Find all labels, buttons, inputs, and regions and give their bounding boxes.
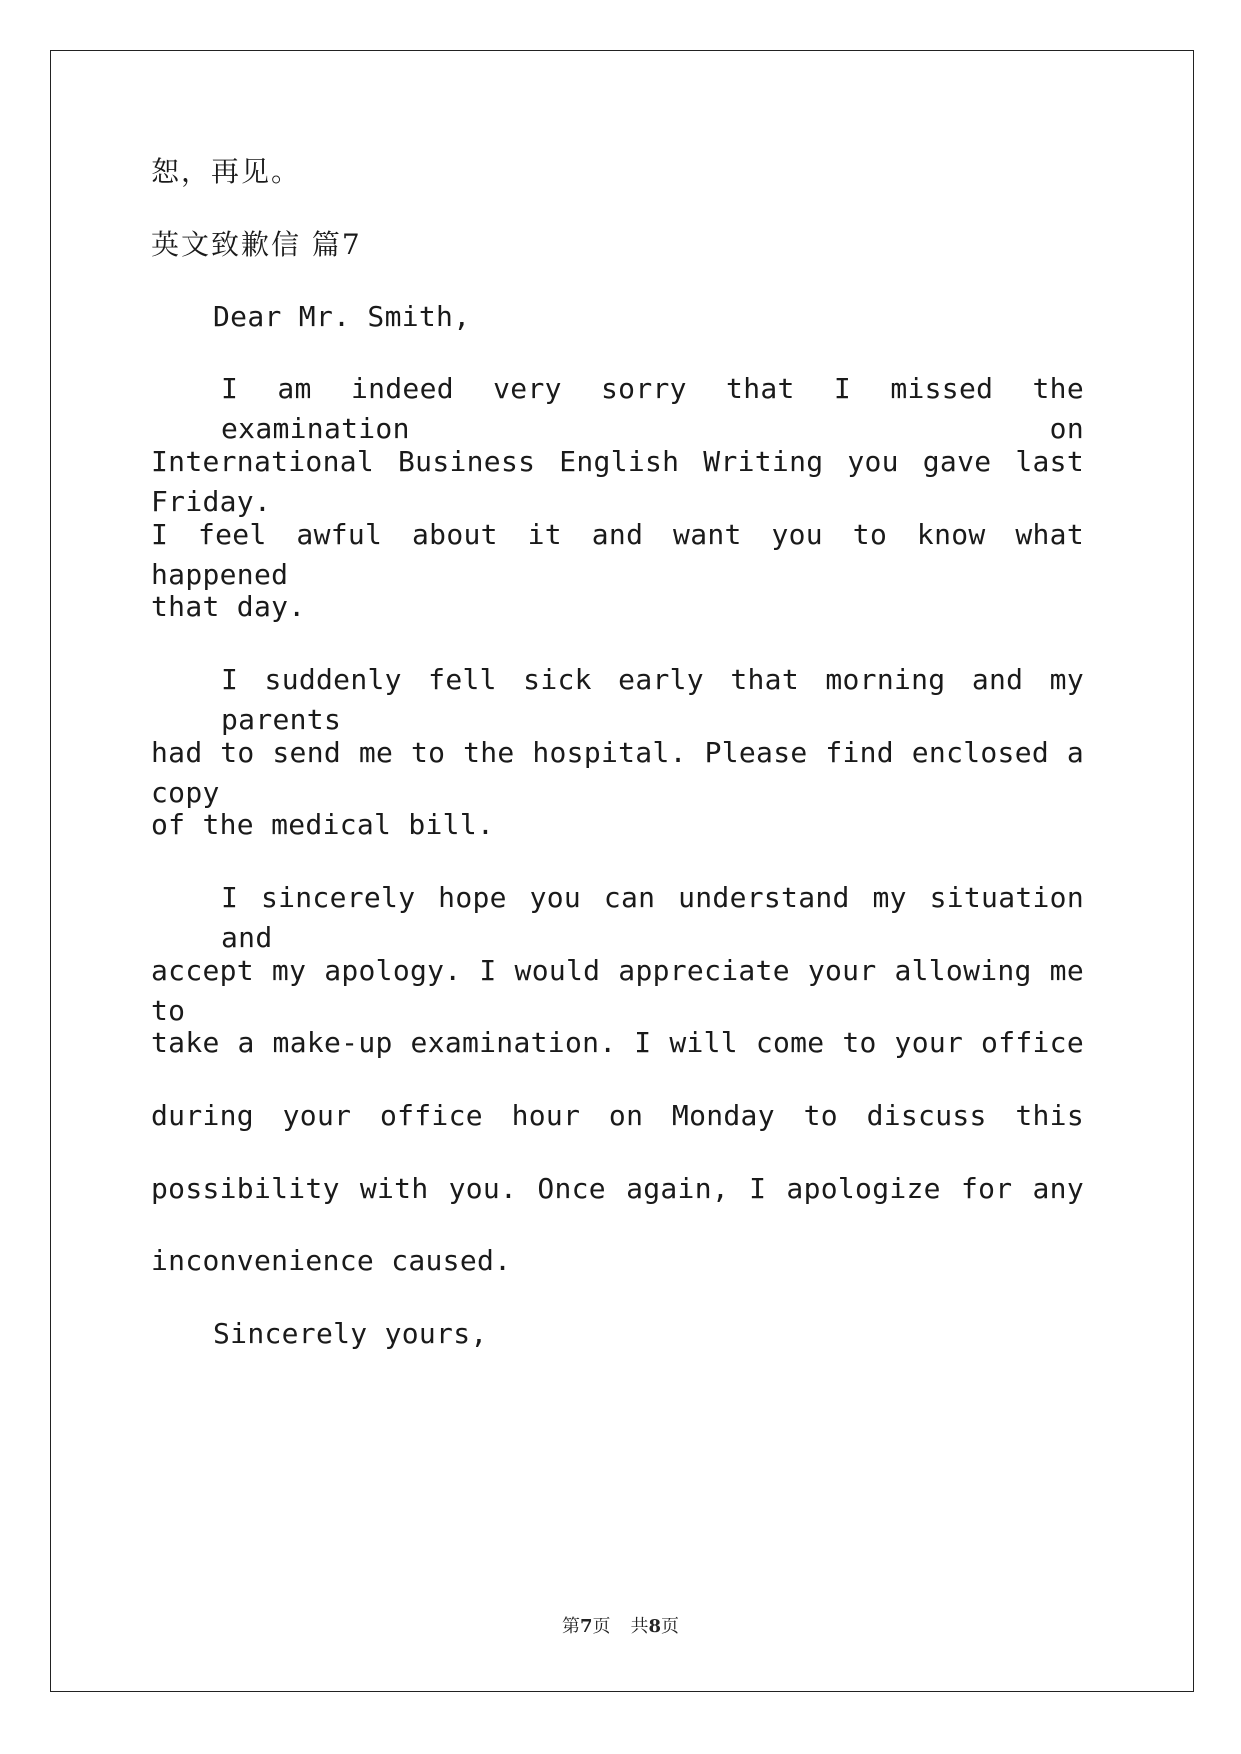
- paragraph-1-line-1: I am indeed very sorry that I missed the examination on: [221, 372, 1084, 445]
- paragraph-3-line-5: possibility with you. Once again, I apologize for any: [151, 1172, 1084, 1205]
- paragraph-3-line-1: I sincerely hope you can understand my situation and: [221, 881, 1084, 954]
- footer-total-pages: 8: [648, 1616, 662, 1637]
- paragraph-3-line-6: inconvenience caused.: [151, 1244, 512, 1277]
- salutation: Dear Mr. Smith,: [213, 300, 471, 333]
- paragraph-1-line-3: I feel awful about it and want you to know what happened: [151, 518, 1084, 591]
- paragraph-2-line-3: of the medical bill.: [151, 808, 495, 841]
- paragraph-3-line-4: during your office hour on Monday to discuss this: [151, 1099, 1084, 1132]
- footer-prefix: 第: [561, 1616, 580, 1637]
- footer-total-prefix: 共: [630, 1616, 649, 1637]
- footer-page-word: 页: [592, 1616, 611, 1637]
- page-footer: [0, 1612, 1241, 1638]
- footer-total-suffix: 页: [661, 1616, 680, 1637]
- paragraph-3-line-2: accept my apology. I would appreciate your allowing me to: [151, 954, 1084, 1027]
- section-heading: 英文致歉信 篇7: [151, 228, 362, 261]
- closing: Sincerely yours,: [213, 1317, 488, 1350]
- paragraph-1-line-2: International Business English Writing you gave last Friday.: [151, 445, 1084, 518]
- paragraph-1-line-4: that day.: [151, 590, 306, 623]
- footer-current-page: 7: [579, 1616, 593, 1637]
- paragraph-3-line-3: take a make-up examination. I will come to your office: [151, 1026, 1084, 1059]
- fragment-line: 恕，再见。: [151, 155, 302, 188]
- paragraph-2-line-2: had to send me to the hospital. Please find enclosed a copy: [151, 736, 1084, 809]
- paragraph-2-line-1: I suddenly fell sick early that morning and my parents: [221, 663, 1084, 736]
